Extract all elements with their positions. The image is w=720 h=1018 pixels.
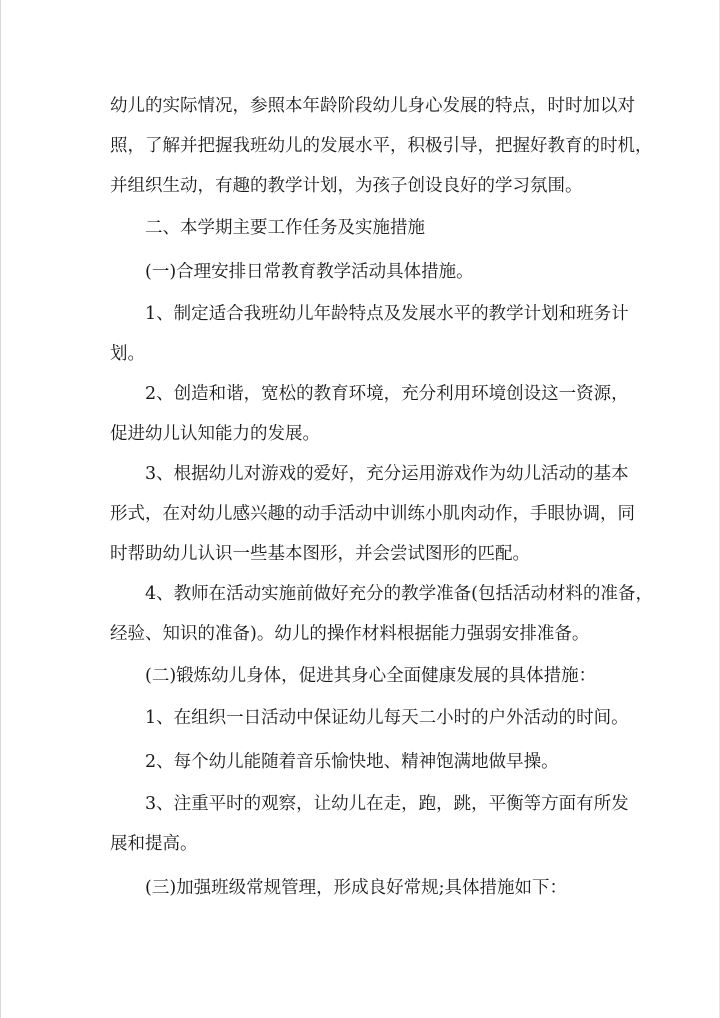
page-left-border xyxy=(0,0,1,1018)
text-line: 照，了解并把握我班幼儿的发展水平，积极引导，把握好教育的时机， xyxy=(110,136,653,156)
text-line: 幼儿的实际情况，参照本年龄阶段幼儿身心发展的特点，时时加以对 xyxy=(110,96,635,116)
text-line: 3、注重平时的观察，让幼儿在走，跑，跳，平衡等方面有所发 xyxy=(145,794,629,814)
text-line: 展和提高。 xyxy=(110,834,198,854)
text-line: 促进幼儿认知能力的发展。 xyxy=(110,424,320,444)
text-line: 1、制定适合我班幼儿年龄特点及发展水平的教学计划和班务计 xyxy=(145,304,629,324)
heading-text: (一)合理安排日常教育教学活动具体措施。 xyxy=(145,262,474,282)
text-line: 4、教师在活动实施前做好充分的教学准备(包括活动材料的准备， xyxy=(145,584,653,604)
heading-text: 二、本学期主要工作任务及实施措施 xyxy=(145,218,425,238)
heading-text: (二)锻炼幼儿身体，促进其身心全面健康发展的具体措施： xyxy=(145,666,597,686)
text-line: 经验、知识的准备)。幼儿的操作材料根据能力强弱安排准备。 xyxy=(110,624,590,644)
text-line: 形式，在对幼儿感兴趣的动手活动中训练小肌肉动作，手眼协调，同 xyxy=(110,504,635,524)
text-line: 1、在组织一日活动中保证幼儿每天二小时的户外活动的时间。 xyxy=(145,708,629,728)
text-line: 划。 xyxy=(110,344,145,364)
text-line: 时帮助幼儿认识一些基本图形，并会尝试图形的匹配。 xyxy=(110,544,530,564)
text-line: 2、每个幼儿能随着音乐愉快地、精神饱满地做早操。 xyxy=(145,752,559,772)
heading-text: (三)加强班级常规管理，形成良好常规;具体措施如下： xyxy=(145,878,568,898)
text-line: 2、创造和谐，宽松的教育环境，充分利用环境创设这一资源， xyxy=(145,384,629,404)
text-line: 并组织生动，有趣的教学计划，为孩子创设良好的学习氛围。 xyxy=(110,176,583,196)
text-line: 3、根据幼儿对游戏的爱好，充分运用游戏作为幼儿活动的基本 xyxy=(145,464,629,484)
